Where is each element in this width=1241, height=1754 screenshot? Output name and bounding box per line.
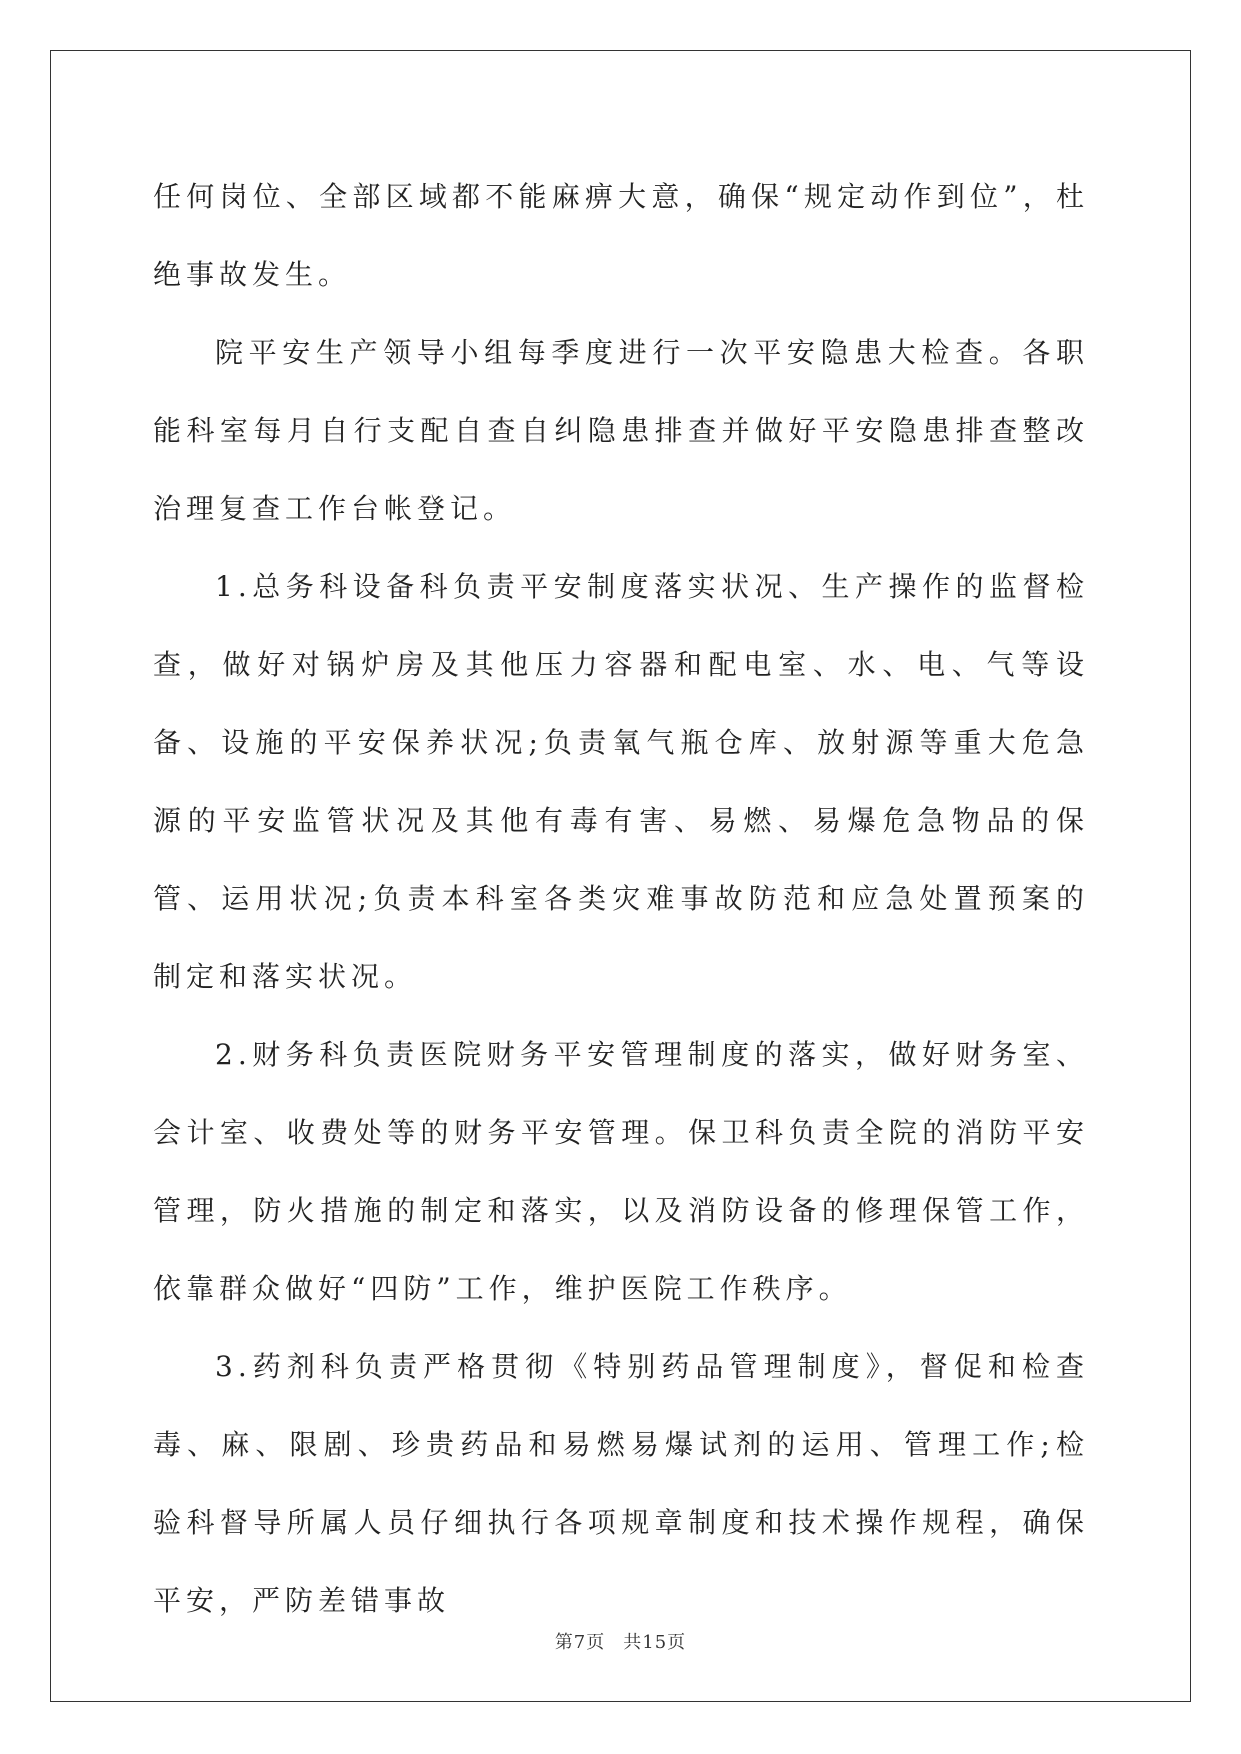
paragraph-item-2: 2.财务科负责医院财务平安管理制度的落实，做好财务室、会计室、收费处等的财务平安管理。保卫科负责全院的消防平安管理，防火措施的制定和落实，以及消防设备的修理保管工作，依靠群众做好“四防”工作，维护医院工作秩序。 (153, 1038, 1089, 1305)
page-number-current: 第7页 (554, 1632, 606, 1653)
page-number-total: 共15页 (623, 1632, 687, 1653)
paragraph-item-1: 1.总务科设备科负责平安制度落实状况、生产操作的监督检查，做好对锅炉房及其他压力容器和配电室、水、电、气等设备、设施的平安保养状况;负责氧气瓶仓库、放射源等重大危急源的平安监管状况及其他有毒有害、易燃、易爆危急物品的保管、运用状况;负责本科室各类灾难事故防范和应急处置预案的制定和落实状况。 (153, 570, 1089, 993)
paragraph-continuation: 任何岗位、全部区域都不能麻痹大意，确保“规定动作到位”，杜绝事故发生。 (153, 180, 1089, 291)
paragraph-item-3: 3.药剂科负责严格贯彻《特别药品管理制度》，督促和检查毒、麻、限剧、珍贵药品和易燃易爆试剂的运用、管理工作;检验科督导所属人员仔细执行各项规章制度和技术操作规程，确保平安，严防差错事故 (153, 1350, 1089, 1617)
paragraph-inspection: 院平安生产领导小组每季度进行一次平安隐患大检查。各职能科室每月自行支配自查自纠隐患排查并做好平安隐患排查整改治理复查工作台帐登记。 (153, 336, 1089, 525)
document-body (153, 158, 1089, 1640)
page-footer (0, 1628, 1241, 1654)
